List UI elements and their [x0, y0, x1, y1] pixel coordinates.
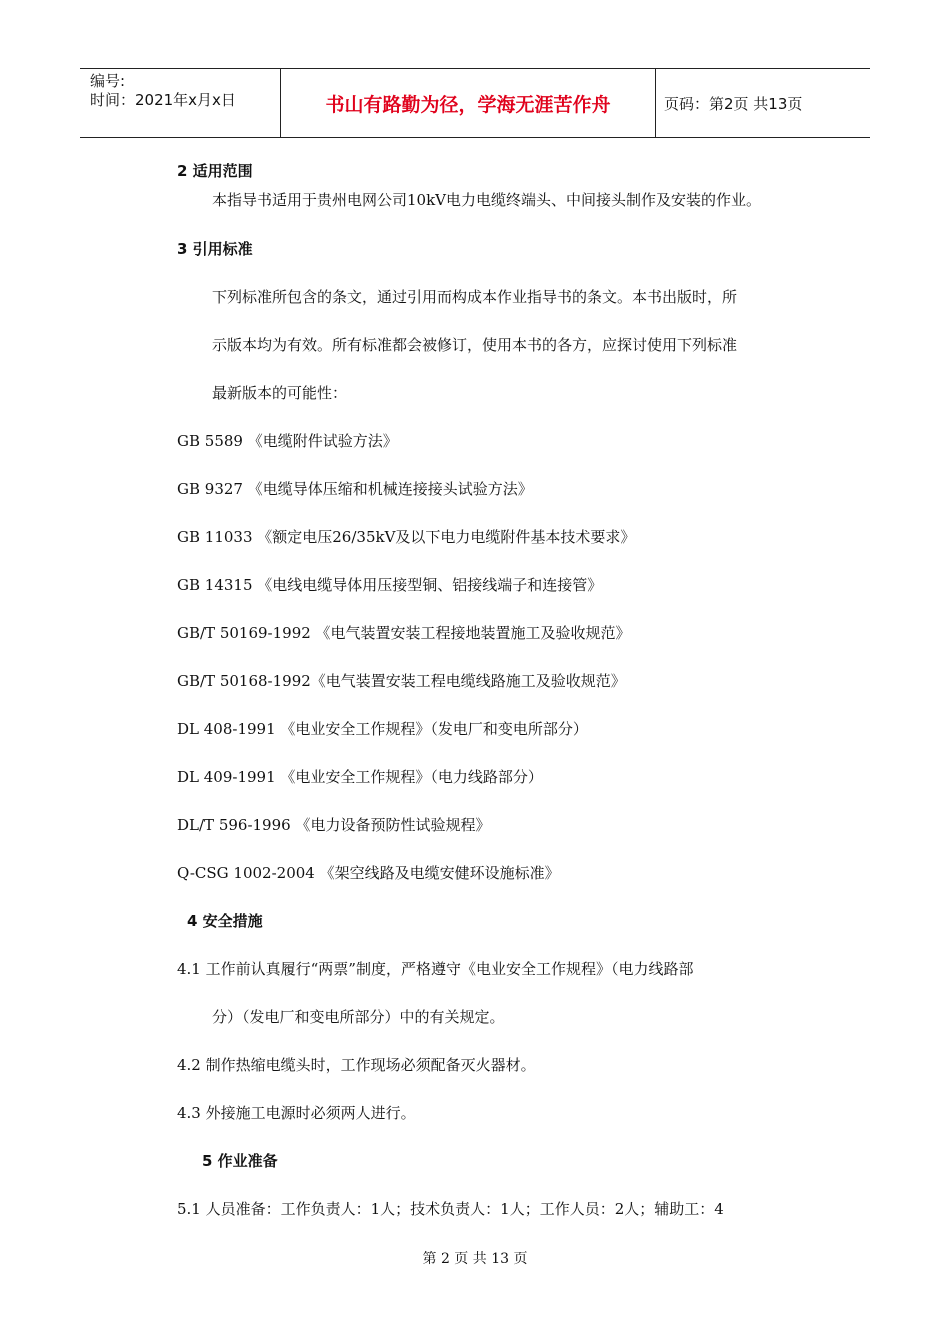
section-5-item: 5.1 人员准备：工作负责人：1人；技术负责人：1人；工作人员：2人；辅助工：4	[177, 1200, 724, 1218]
number-label: 编号:	[90, 72, 126, 90]
section-4-item: 4.3 外接施工电源时必须两人进行。	[177, 1104, 416, 1122]
standard-item: Q-CSG 1002-2004 《架空线路及电缆安健环设施标准》	[177, 864, 560, 882]
section-5-title: 5 作业准备	[202, 1152, 278, 1170]
standard-item: DL 409-1991 《电业安全工作规程》（电力线路部分）	[177, 768, 543, 786]
section-2-title: 2 适用范围	[177, 162, 253, 180]
section-4-title: 4 安全措施	[187, 912, 263, 930]
section-4-item: 4.2 制作热缩电缆头时，工作现场必须配备灭火器材。	[177, 1056, 536, 1074]
header-meta	[80, 69, 280, 137]
header-motto: 书山有路勤为径，学海无涯苦作舟	[280, 69, 656, 137]
section-3-body-line: 示版本均为有效。所有标准都会被修订，使用本书的各方，应探讨使用下列标准	[212, 336, 738, 354]
standard-item: DL 408-1991 《电业安全工作规程》（发电厂和变电所部分）	[177, 720, 588, 738]
section-3-body-line: 最新版本的可能性：	[212, 384, 348, 402]
page-footer: 第 2 页 共 13 页	[422, 1251, 528, 1267]
section-4-item: 分）（发电厂和变电所部分）中的有关规定。	[212, 1008, 505, 1026]
section-2-body: 本指导书适用于贵州电网公司10kV电力电缆终端头、中间接头制作及安装的作业。	[212, 191, 762, 209]
page-header	[80, 68, 870, 138]
standard-item: GB 14315 《电线电缆导体用压接型铜、铝接线端子和连接管》	[177, 576, 603, 594]
standard-item: DL/T 596-1996 《电力设备预防性试验规程》	[177, 816, 491, 834]
header-page-info: 页码：第2页 共13页	[664, 94, 803, 113]
time-label: 时间：2021年x月x日	[90, 91, 236, 109]
section-3-title: 3 引用标准	[177, 240, 253, 258]
section-4-item: 4.1 工作前认真履行“两票”制度，严格遵守《电业安全工作规程》（电力线路部	[177, 960, 694, 978]
standard-item: GB 9327 《电缆导体压缩和机械连接接头试验方法》	[177, 480, 533, 498]
standard-item: GB/T 50169-1992 《电气装置安装工程接地装置施工及验收规范》	[177, 624, 631, 642]
standard-item: GB 5589 《电缆附件试验方法》	[177, 432, 398, 450]
standard-item: GB/T 50168-1992《电气装置安装工程电缆线路施工及验收规范》	[177, 672, 626, 690]
standard-item: GB 11033 《额定电压26/35kV及以下电力电缆附件基本技术要求》	[177, 528, 636, 546]
section-3-body-line: 下列标准所包含的条文，通过引用而构成本作业指导书的条文。本书出版时，所	[212, 288, 738, 306]
